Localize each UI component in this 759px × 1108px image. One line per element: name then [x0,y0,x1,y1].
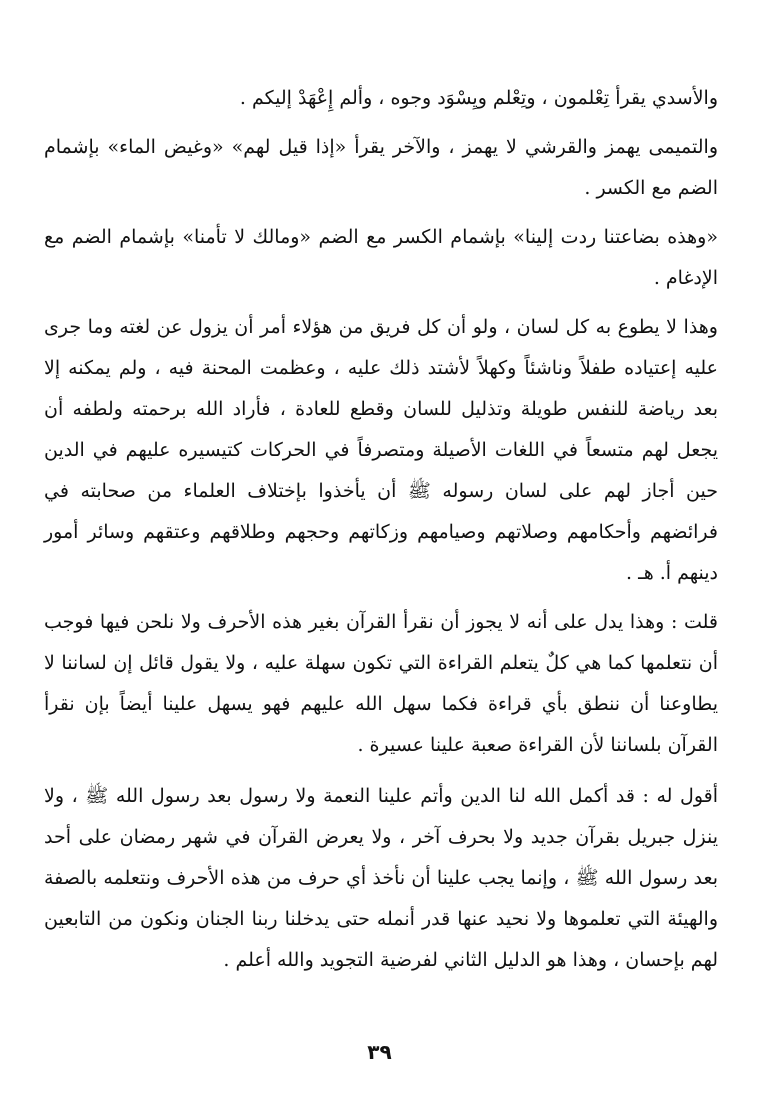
page-body [44,78,718,981]
paragraph-asadi-reading: والأسدي يقرأ تِعْلمون ، وتِعْلم ويِسْوَد وجوه ، وألم إِعْهَدْ إليكم . [239,87,718,109]
paragraph-ishmam: «وهذه بضاعتنا ردت إلينا» بإشمام الكسر مع الضم «ومالك لا تأمنا» بإشمام الضم مع الإدغام . [44,226,718,289]
page-number: ٣٩ [367,1040,392,1064]
paragraph-tamimi-hamz: والتميمى يهمز والقرشي لا يهمز ، والآخر يقرأ «إذا قيل لهم» «وغيض الماء» بإشمام الضم مع الكسر . [44,136,718,199]
paragraph-qultu: قلت : وهذا يدل على أنه لا يجوز أن نقرأ القرآن بغير هذه الأحرف ولا نلحن فيها فوجب أن نتعلمها كما هي كلٌ يتعلم القراءة التي تكون سهلة عليه ، ولا يقول قائل إن لساننا لا يطاوعنا أن ننطق بأي قراءة فكما سهل الله عليهم فهو يسهل علينا أيضاً بإن نقرأ القرآن بلساننا لأن القراءة صعبة علينا عسيرة . [44,611,718,756]
paragraph-aqulu-lahu: أقول له : قد أكمل الله لنا الدين وأتم علينا النعمة ولا رسول بعد رسول الله ﷺ ، ولا ينزل جبريل بقرآن جديد ولا بحرف آخر ، ولا يعرض القرآن في شهر رمضان على أحد بعد رسول الله ﷺ ، وإنما يجب علينا أن نأخذ أي حرف من هذه الأحرف ونتعلمه بالصفة والهيئة التي تعلموها ولا نحيد عنها قدر أنمله حتى يدخلنا ربنا الجنان ونكون من التابعين لهم بإحسان ، وهذا هو الدليل الثاني لفرضية التجويد والله أعلم . [44,785,718,971]
paragraph-tongue-difficulty: وهذا لا يطوع به كل لسان ، ولو أن كل فريق من هؤلاء أمر أن يزول عن لغته وما جرى عليه إعتياده طفلاً وناشئاً وكهلاً لأشتد ذلك عليه ، وعظمت المحنة فيه ، ولم يمكنه إلا بعد رياضة للنفس طويلة وتذليل للسان وقطع للعادة ، فأراد الله برحمته ولطفه أن يجعل لهم متسعاً في اللغات الأصيلة ومتصرفاً في الحركات كتيسيره عليهم في الدين حين أجاز لهم على لسان رسوله ﷺ أن يأخذوا بإختلاف العلماء من صحابته في فرائضهم وأحكامهم وصلاتهم وصيامهم وزكاتهم وحجهم وطلاقهم وعتقهم وسائر أمور دينهم أ. هـ . [44,316,718,584]
